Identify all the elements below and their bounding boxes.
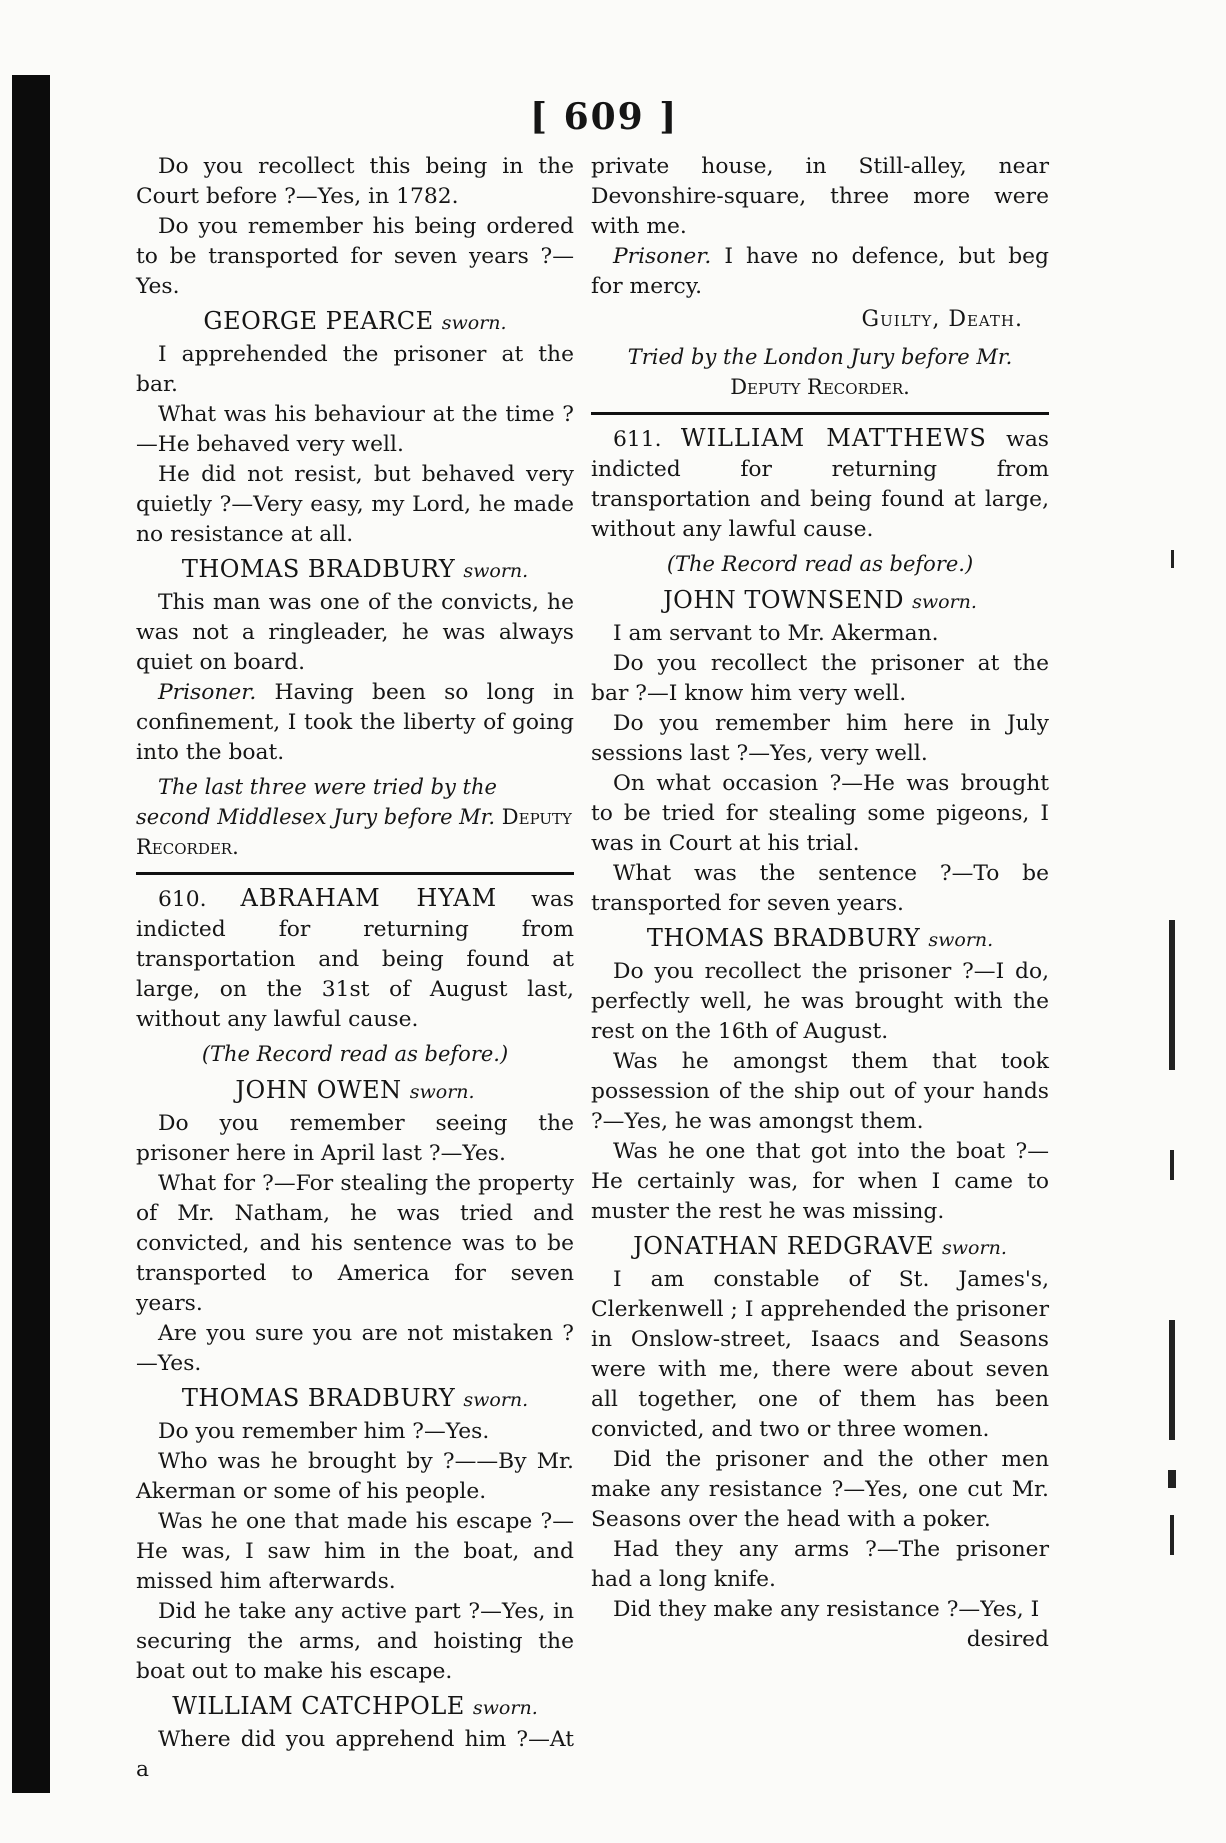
sworn-label: sworn. [463,1389,529,1411]
scan-edge-bar [12,75,50,1793]
witness-name: THOMAS BRADBURY [181,555,456,583]
prisoner-statement [136,678,574,768]
paragraph: Was he amongst them that took possession of the ship out of your hands ?—Yes, he was amongst them. [591,1049,1049,1134]
speaker-label: Prisoner. [158,680,257,705]
paragraph: What was the sentence ?—To be transported for seven years. [591,861,1049,916]
paragraph: Do you recollect this being in the Court before ?—Yes, in 1782. [136,154,574,209]
paragraph: What for ?—For stealing the property of Mr. Natham, he was tried and convicted, and his sentence was to be transported to America for seven years. [136,1171,574,1316]
witness-name: THOMAS BRADBURY [181,1384,456,1412]
note-judge: Deputy Recorder. [730,375,910,399]
prisoner-statement [591,242,1049,302]
witness-name: THOMAS BRADBURY [646,924,921,952]
note-text: The last three were tried by the second Middlesex Jury before Mr. [136,775,497,829]
sworn-label: sworn. [472,1697,538,1719]
paragraph: This man was one of the convicts, he was not a ringleader, he was always quiet on board. [136,590,574,675]
sworn-label: sworn. [441,312,507,334]
paragraph: Did they make any resistance ?—Yes, I [613,1597,1040,1622]
sworn-label: sworn. [928,929,994,951]
trial-note [591,342,1049,402]
paragraph: Do you remember him ?—Yes. [158,1419,490,1444]
witness-heading [136,552,574,588]
case-indictment [136,883,574,1035]
witness-heading [136,1689,574,1725]
paragraph: I apprehended the prisoner at the bar. [136,342,574,397]
note-text: Tried by the London Jury before Mr. [627,345,1013,369]
statement-text: Having been so long in confinement, I took the liberty of going into the boat. [136,680,575,765]
paragraph: Was he one that got into the boat ?—He certainly was, for when I came to muster the rest he was missing. [591,1139,1049,1224]
witness-name: WILLIAM CATCHPOLE [172,1692,465,1720]
witness-heading [591,1229,1049,1265]
witness-name: JOHN OWEN [235,1076,402,1104]
record-note: (The Record read as before.) [666,552,974,576]
sworn-label: sworn. [463,560,529,582]
sworn-label: sworn. [912,591,977,613]
witness-heading [591,583,1049,619]
defendant-name: ABRAHAM HYAM [240,884,498,912]
witness-name: GEORGE PEARCE [203,307,434,335]
paragraph: What was his behaviour at the time ?—He behaved very well. [136,402,574,457]
record-note: (The Record read as before.) [201,1042,509,1066]
paragraph: Where did you apprehend him ?—At a [136,1727,574,1782]
indictment-text: was indicted for returning from transportation and being found at large, on the 31st of August last, without any lawful cause. [136,887,575,1032]
statement-text: I have no defence, but beg for mercy. [591,244,1049,299]
catchword: desired [966,1627,1049,1652]
case-number: 611. [613,427,662,452]
paragraph: I am servant to Mr. Akerman. [613,621,939,646]
paragraph: private house, in Still-alley, near Devonshire-square, three more were with me. [591,154,1049,239]
paragraph: Do you remember his being ordered to be transported for seven years ?—Yes. [136,214,574,299]
witness-name: JONATHAN REDGRAVE [633,1232,934,1260]
paragraph: Was he one that made his escape ?—He was, I saw him in the boat, and missed him afterwards. [136,1509,574,1594]
witness-heading [136,1073,574,1109]
paragraph: Who was he brought by ?——By Mr. Akerman or some of his people. [136,1449,574,1504]
trial-note [136,772,574,862]
witness-name: JOHN TOWNSEND [663,586,904,614]
paragraph: On what occasion ?—He was brought to be tried for stealing some pigeons, I was in Court at his trial. [591,771,1049,856]
paragraph: Do you recollect the prisoner at the bar ?—I know him very well. [591,651,1049,706]
paragraph: Had they any arms ?—The prisoner had a long knife. [591,1537,1049,1592]
section-divider [136,872,574,875]
right-column [591,152,1049,1655]
paragraph: Do you remember him here in July sessions last ?—Yes, very well. [591,711,1049,766]
paragraph: He did not resist, but behaved very quietly ?—Very easy, my Lord, he made no resistance at all. [136,462,574,547]
verdict: Guilty, Death. [861,307,1023,332]
page-number: [ 609 ] [530,96,679,138]
paragraph: Did the prisoner and the other men make any resistance ?—Yes, one cut Mr. Seasons over the head with a poker. [591,1447,1049,1532]
case-indictment [591,423,1049,545]
sworn-label: sworn. [409,1081,475,1103]
note-judge: Deputy Recorder. [136,805,572,859]
indictment-text: was indicted for returning from transportation and being found at large, without any lawful cause. [591,427,1049,542]
left-column [136,152,574,1785]
paragraph: I am constable of St. James's, Clerkenwell ; I apprehended the prisoner in Onslow-street, Isaacs and Seasons were with me, there were about seven all together, one of them has been convicted, and two or three women. [591,1267,1049,1442]
sworn-label: sworn. [942,1237,1007,1259]
case-number: 610. [158,887,207,912]
paragraph: Did he take any active part ?—Yes, in securing the arms, and hoisting the boat out to make his escape. [136,1599,574,1684]
witness-heading [136,1381,574,1417]
paragraph: Do you remember seeing the prisoner here in April last ?—Yes. [136,1111,574,1166]
paragraph: Do you recollect the prisoner ?—I do, perfectly well, he was brought with the rest on the 16th of August. [591,959,1049,1044]
defendant-name: WILLIAM MATTHEWS [680,424,987,452]
witness-heading [136,304,574,340]
paragraph: Are you sure you are not mistaken ?—Yes. [136,1321,574,1376]
witness-heading [591,921,1049,957]
section-divider [591,412,1049,415]
speaker-label: Prisoner. [613,244,712,269]
